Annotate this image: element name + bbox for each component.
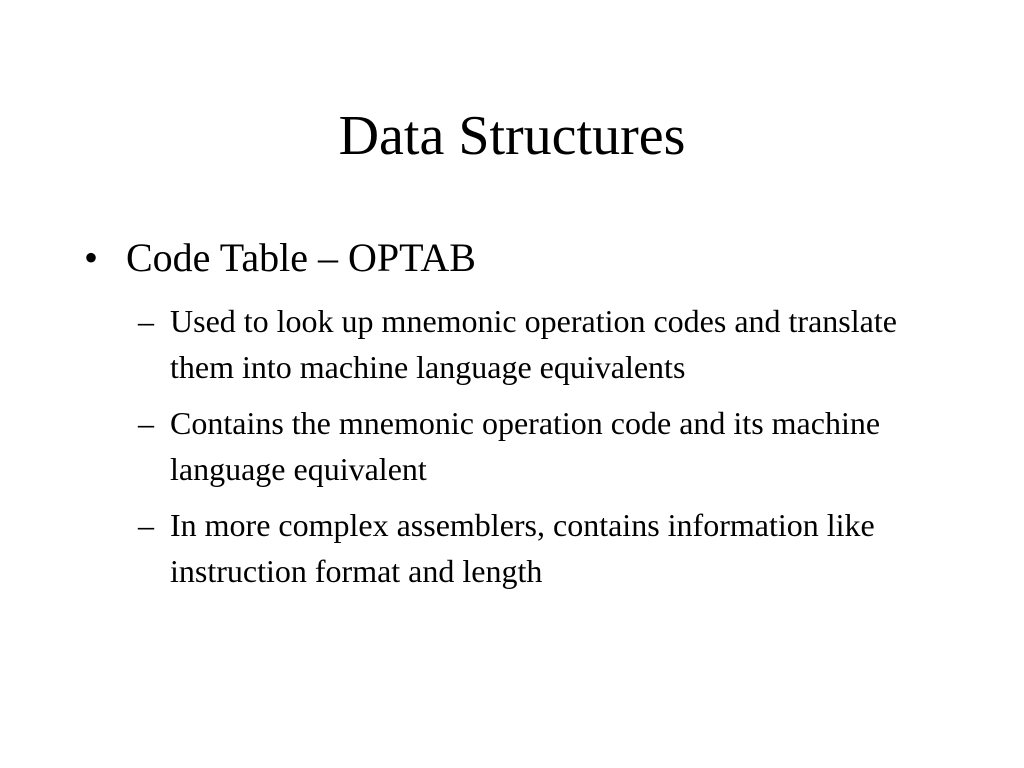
sub-bullet-list	[138, 298, 958, 604]
sub-bullet-text: Used to look up mnemonic operation codes and translate them into machine language equivalents	[170, 303, 897, 385]
bullet-marker: •	[84, 235, 99, 280]
dash-marker: –	[138, 507, 154, 543]
sub-bullet-text: Contains the mnemonic operation code and its machine language equivalent	[170, 405, 881, 487]
sub-bullet-complex	[138, 502, 958, 594]
bullet-text: Code Table – OPTAB	[126, 235, 476, 280]
sub-bullet-contains	[138, 400, 958, 492]
sub-bullet-text: In more complex assemblers, contains information like instruction format and length	[170, 507, 875, 589]
dash-marker: –	[138, 303, 154, 339]
sub-bullet-lookup	[138, 298, 958, 390]
dash-marker: –	[138, 405, 154, 441]
slide-title: Data Structures	[338, 105, 686, 167]
